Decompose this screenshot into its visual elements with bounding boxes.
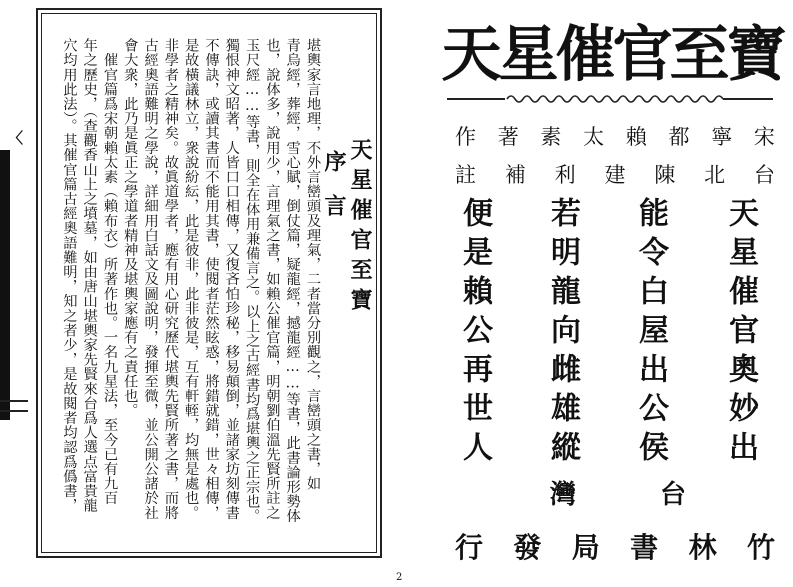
author-char: 作 xyxy=(455,125,476,149)
author-line xyxy=(455,122,775,152)
publisher-char: 行 xyxy=(455,531,484,564)
publisher-char: 林 xyxy=(688,531,717,564)
publisher-line xyxy=(455,530,775,566)
main-title: 天星催官至寶 xyxy=(441,20,784,90)
verse-line-4: 便是賴公再世人 xyxy=(457,197,492,470)
author-char: 素 xyxy=(540,125,562,149)
preface-column: 獨恨神文昭著，人皆口口相傳，又復吝怕珍秘，移易顛倒，並諸家坊刻傳書 xyxy=(223,38,240,520)
annotator-char: 利 xyxy=(554,163,576,187)
preface-column: 也，說体多，說用少，言理氣之書，如賴公催官篇，明朝劉伯溫先賢所註之 xyxy=(264,38,281,520)
annotator-char: 台 xyxy=(753,163,775,187)
edge-bracket-glyph: 〈 xyxy=(8,129,24,147)
verse-line-2: 能令白屋出公侯 xyxy=(633,197,668,470)
edge-dark-bar xyxy=(0,150,10,420)
publisher-char: 發 xyxy=(513,531,542,564)
publisher-char: 竹 xyxy=(746,531,775,564)
verse-line-1: 天星催官奧妙出 xyxy=(723,197,758,470)
author-char: 宋 xyxy=(753,125,775,149)
preface-column: 不傳訣，或讀其書而不能用其書，使閱者茫然眩惑，將錯就錯，世々相傳， xyxy=(203,38,220,520)
place-char-wan: 灣 xyxy=(550,480,577,510)
annotator-char: 補 xyxy=(504,163,526,187)
preface-column: 非學者之精神矣。故眞道學者，應有用心研究歷代堪輿先賢所著之書，而將 xyxy=(162,38,179,520)
author-char: 著 xyxy=(497,125,519,149)
preface-column: 會大衆，此乃是眞正之學道者精神及堪輿家應有之責任也。 xyxy=(122,38,139,418)
annotator-char: 建 xyxy=(604,163,626,187)
page-number: 2 xyxy=(396,572,403,583)
preface-column: 是故橫議林立，衆說紛紜，此是彼非，此非彼是，互有軒輊，均無是處也。 xyxy=(183,38,200,520)
author-char: 寧 xyxy=(711,125,733,149)
annotator-char: 陳 xyxy=(654,163,676,187)
publisher-char: 局 xyxy=(571,531,600,564)
preface-book-title: 天星催官至寶 xyxy=(347,138,373,318)
author-char: 賴 xyxy=(625,125,647,149)
preface-column: 年之歷史，（查觀香山上之墳墓，如由唐山堪輿家先賢來台爲人選点富貴龍 xyxy=(81,38,98,513)
preface-column: 青烏經，葬經，雪心賦，倒仗篇，疑龍經，撼龍經……等書，此書論形勢体 xyxy=(284,38,301,524)
author-char: 都 xyxy=(668,125,690,149)
edge-double-rule xyxy=(0,400,28,412)
annotator-char: 註 xyxy=(455,163,476,187)
preface-column: 催官篇爲宋朝賴太素（賴布衣）所著作也。一名九星法，至今已有九百 xyxy=(102,38,118,506)
preface-column: 古經奧語難明之學說，詳細用白話文及圖說明，發揮至微，並公開公諸於社 xyxy=(142,38,159,520)
preface-heading: 序言 xyxy=(321,150,347,238)
author-char: 太 xyxy=(583,125,605,149)
publisher-char: 書 xyxy=(630,531,659,564)
preface-column: 玉尺經……等書，則全在体用兼備言之。以上之古經書均爲堪輿之正宗也。 xyxy=(244,38,261,524)
annotator-char: 北 xyxy=(704,163,726,187)
verse-line-3: 若明龍向雌雄縱 xyxy=(545,197,580,470)
place-name xyxy=(455,480,775,510)
annotator-line xyxy=(455,160,775,190)
ornamental-rule xyxy=(445,92,775,106)
preface-column: 穴均用此法）。其催官篇古經奧語難明，知之者少，是故閱者均認爲僞書， xyxy=(61,38,78,513)
place-char-tai: 台 xyxy=(660,480,687,510)
preface-column: 堪輿家言地理，不外言巒頭及理氣，二者當分別觀之，言巒頭之書，如 xyxy=(305,38,321,491)
